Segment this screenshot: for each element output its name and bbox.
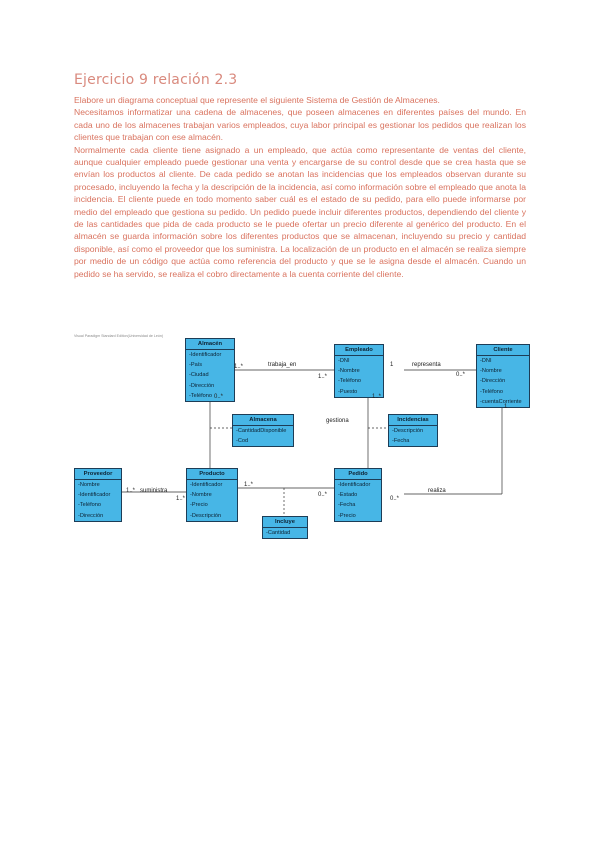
- diagram-watermark: Visual Paradigm Standard Edition(Universidad de León): [74, 334, 164, 338]
- class-incidencias: [388, 414, 438, 447]
- class-name: Proveedor: [75, 469, 121, 480]
- attribute: -Teléfono: [189, 392, 213, 399]
- diagram-connectors: [72, 332, 532, 542]
- class-name: Incidencias: [389, 415, 437, 426]
- multiplicity: 1..*: [244, 482, 254, 488]
- attribute: -Teléfono: [480, 388, 504, 395]
- class-incluye: [262, 516, 308, 539]
- attribute: -Dirección: [480, 378, 506, 385]
- attribute: -Cod: [236, 438, 249, 445]
- class-name: Producto: [187, 469, 237, 480]
- class-empleado: [334, 344, 384, 398]
- class-pedido: [334, 468, 382, 522]
- class-name: Almacén: [186, 339, 234, 350]
- attribute: -DNI: [480, 358, 492, 364]
- uml-class-diagram: [72, 332, 532, 542]
- multiplicity: 1..*: [234, 364, 244, 370]
- class-name: Incluye: [263, 517, 307, 528]
- attribute: -Identificador: [190, 482, 223, 488]
- multiplicity: 1..*: [126, 488, 136, 494]
- attribute: -Identificador: [78, 492, 111, 499]
- attribute: -Precio: [338, 512, 356, 519]
- attribute: -Descripción: [190, 512, 222, 519]
- attribute: -Nombre: [190, 492, 212, 499]
- attribute: -Nombre: [480, 368, 502, 375]
- attribute: -Identificador: [189, 352, 222, 358]
- paragraph: Normalmente cada cliente tiene asignado a un empleado, que actúa como representante de ventas del cliente, aunque cualquier empleado puede gestionar una venta y encargarse de su control desde que se crea hasta que se envían los productos al cliente. De cada pedido se anotan las incidencias que los empleados observan durante su procesado, incluyendo la fecha y la descripción de la incidencia, así como información sobre el empleado que anota la incidencia. El cliente puede en todo momento saber cuál es el estado de su pedido, para ello puede informarse por medio del empleado que gestiona su pedido. Un pedido puede incluir diferentes productos, dependiendo del cliente y de las cantidades que pida de cada producto se le puede ofertar un precio diferente al genérico del producto. En el almacén se guarda información sobre los diferentes productos que se almacenan, incluyendo su precio y cantidad disponible, así como el proveedor que los suministra. La localización de un producto en el almacén se realiza siempre por medio de un código que actúa como referencia del producto y que se le asigna desde el almacén. Cuando un pedido se ha servido, se realiza el cobro directamente a la cuenta corriente del cliente.: [74, 144, 526, 279]
- multiplicity: 1: [390, 362, 394, 368]
- paragraph: Necesitamos informatizar una cadena de almacenes, que poseen almacenes en diferentes países del mundo. En cada uno de los almacenes trabajan varios empleados, cuya labor principal es gestionar los pedidos que realizan los clientes que trabajan con ese almacén.: [74, 107, 526, 143]
- multiplicity: 0..*: [390, 496, 400, 502]
- paragraph: Elabore un diagrama conceptual que represente el siguiente Sistema de Gestión de Almacenes.: [74, 95, 440, 105]
- attribute: -Descripción: [392, 428, 424, 434]
- attribute: -DNI: [338, 358, 350, 364]
- attribute: -Dirección: [189, 382, 215, 389]
- exercise-statement: [74, 94, 526, 280]
- attribute: -Fecha: [338, 502, 356, 509]
- attribute: -Teléfono: [78, 502, 102, 509]
- assoc-label: representa: [412, 362, 441, 368]
- multiplicity: 1..*: [318, 374, 328, 380]
- attribute: -Estado: [338, 492, 358, 499]
- multiplicity: 0..*: [214, 394, 224, 400]
- attribute: -CantidadDisponible: [236, 428, 287, 434]
- attribute: -Puesto: [338, 388, 358, 395]
- multiplicity: 1..*: [176, 496, 186, 502]
- attribute: -Ciudad: [189, 372, 209, 379]
- attribute: -Identificador: [338, 482, 371, 488]
- multiplicity: 1: [504, 404, 508, 410]
- class-producto: [186, 468, 238, 522]
- class-name: Pedido: [335, 469, 381, 480]
- class-proveedor: [74, 468, 122, 522]
- class-name: Empleado: [335, 345, 383, 356]
- page-title: Ejercicio 9 relación 2.3: [74, 72, 238, 88]
- attribute: -País: [189, 362, 203, 369]
- attribute: -Cantidad: [266, 530, 291, 536]
- attribute: -Dirección: [78, 512, 104, 519]
- attribute: -Nombre: [78, 482, 100, 488]
- attribute: -Precio: [190, 502, 208, 509]
- multiplicity: 0..*: [456, 372, 466, 378]
- class-cliente: [476, 344, 530, 408]
- assoc-label: realiza: [428, 488, 446, 494]
- attribute: -cuentaCorriente: [480, 398, 522, 405]
- attribute: -Fecha: [392, 438, 410, 445]
- class-almacen: [185, 338, 235, 402]
- assoc-label: trabaja_en: [268, 362, 297, 368]
- multiplicity: 0..*: [318, 492, 328, 498]
- assoc-label: suministra: [140, 488, 168, 494]
- class-name: Almacena: [233, 415, 293, 426]
- class-name: Cliente: [477, 345, 529, 356]
- class-almacena: [232, 414, 294, 447]
- attribute: -Nombre: [338, 368, 360, 375]
- attribute: -Teléfono: [338, 378, 362, 385]
- assoc-label: gestiona: [326, 418, 349, 424]
- multiplicity: 1..*: [372, 394, 382, 400]
